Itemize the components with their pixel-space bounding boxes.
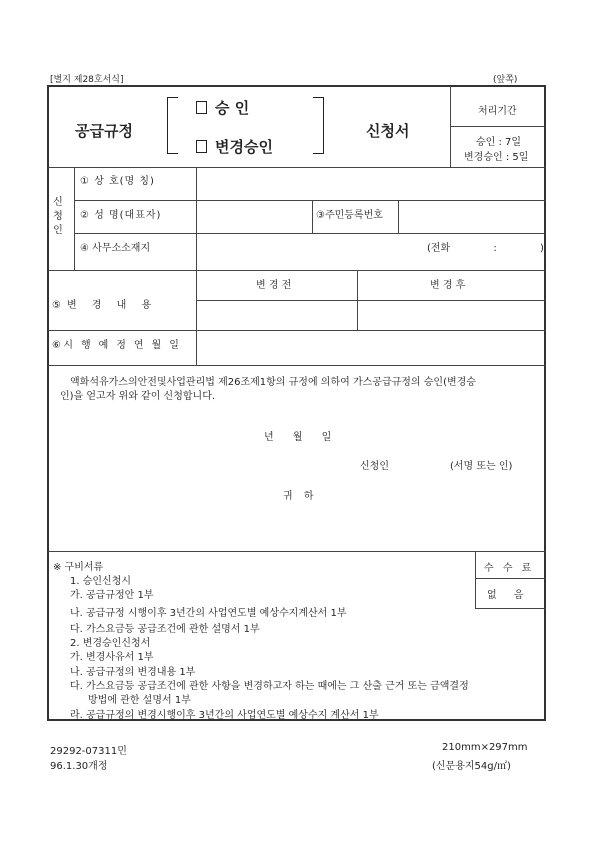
title-right: 신청서 bbox=[366, 122, 410, 140]
before-change-field[interactable] bbox=[200, 304, 353, 326]
checkbox-icon bbox=[196, 101, 207, 114]
fee-value: 없 음 bbox=[487, 590, 524, 601]
paper-type: (신문용지54g/㎡) bbox=[432, 761, 511, 772]
attachment-item: 가. 공급규정안 1부 bbox=[70, 590, 154, 601]
office-address-field[interactable] bbox=[200, 237, 420, 261]
change-contents-label: ⑤변 경 내 용 bbox=[52, 300, 158, 311]
addressee: 귀 하 bbox=[283, 491, 318, 502]
office-address-label: ④ 사무소소재지 bbox=[80, 243, 151, 254]
phone-label: (전화 : ) bbox=[427, 243, 544, 254]
applicant-group-label: 신 청 인 bbox=[53, 197, 63, 236]
after-change-field[interactable] bbox=[361, 304, 541, 326]
effective-date-label: ⑥시 행 예 정 연 월 일 bbox=[52, 340, 182, 351]
right-bracket bbox=[313, 97, 324, 154]
resident-number-field[interactable] bbox=[402, 204, 540, 228]
declaration-date: 년 월 일 bbox=[264, 432, 332, 443]
business-name-label: ① 상 호(명 칭) bbox=[80, 176, 155, 187]
page-side-label: (앞쪽) bbox=[493, 75, 518, 85]
form-code: 29292-07311민 bbox=[50, 746, 127, 757]
attachment-item: 다. 가스요금등 공급조건에 관한 설명서 1부 bbox=[70, 624, 260, 635]
business-name-field[interactable] bbox=[200, 171, 540, 195]
signature-hint: (서명 또는 인) bbox=[450, 461, 513, 472]
processing-label: 처리기간 bbox=[478, 106, 517, 117]
effective-date-field[interactable] bbox=[200, 334, 540, 360]
option-change-approval[interactable]: 변경승인 bbox=[196, 136, 273, 157]
attachment-item: 나. 공급규정의 변경내용 1부 bbox=[70, 667, 196, 678]
resident-number-label: ③주민등록번호 bbox=[316, 210, 383, 221]
checkbox-icon bbox=[196, 140, 207, 153]
applicant-signature-label: 신청인 bbox=[360, 461, 389, 472]
attachment-item: 가. 변경사유서 1부 bbox=[70, 652, 154, 663]
attachment-item: 다. 가스요금등 공급조건에 관한 사항을 변경하고자 하는 때에는 그 산출 근거 또는 금액결정 bbox=[70, 681, 469, 692]
fee-label: 수 수 료 bbox=[484, 563, 535, 574]
after-change-header: 변 경 후 bbox=[430, 280, 466, 291]
attachment-item: 1. 승인신청시 bbox=[70, 576, 132, 587]
processing-change: 변경승인 : 5일 bbox=[464, 152, 529, 163]
representative-label: ② 성 명(대표자) bbox=[80, 210, 162, 221]
paper-size: 210mm×297mm bbox=[442, 742, 528, 753]
form-number: [별지 제28호서식] bbox=[50, 75, 124, 85]
attachment-item: 라. 공급규정의 변경시행이후 3년간의 사업연도별 예상수지 계산서 1부 bbox=[70, 710, 379, 721]
declaration-line-2: 인)을 얻고자 위와 같이 신청합니다. bbox=[60, 391, 216, 402]
declaration-line-1: 액화석유가스의안전및사업관리법 제26조제1항의 규정에 의하여 가스공급규정의 승인(변경승 bbox=[70, 377, 476, 388]
attachment-item: 2. 변경승인신청서 bbox=[70, 638, 151, 649]
revision-date: 96.1.30개정 bbox=[50, 761, 108, 772]
left-bracket bbox=[167, 97, 178, 154]
attachments-header: ※ 구비서류 bbox=[53, 562, 104, 573]
attachment-item: 나. 공급규정 시행이후 3년간의 사업연도별 예상수지계산서 1부 bbox=[70, 608, 347, 619]
processing-approval: 승인 : 7일 bbox=[476, 137, 522, 148]
before-change-header: 변 경 전 bbox=[256, 280, 292, 291]
option-approval[interactable]: 승 인 bbox=[196, 97, 249, 118]
title-left: 공급규정 bbox=[75, 122, 133, 140]
representative-field[interactable] bbox=[200, 204, 308, 228]
attachment-item: 방법에 관한 설명서 1부 bbox=[88, 695, 191, 706]
